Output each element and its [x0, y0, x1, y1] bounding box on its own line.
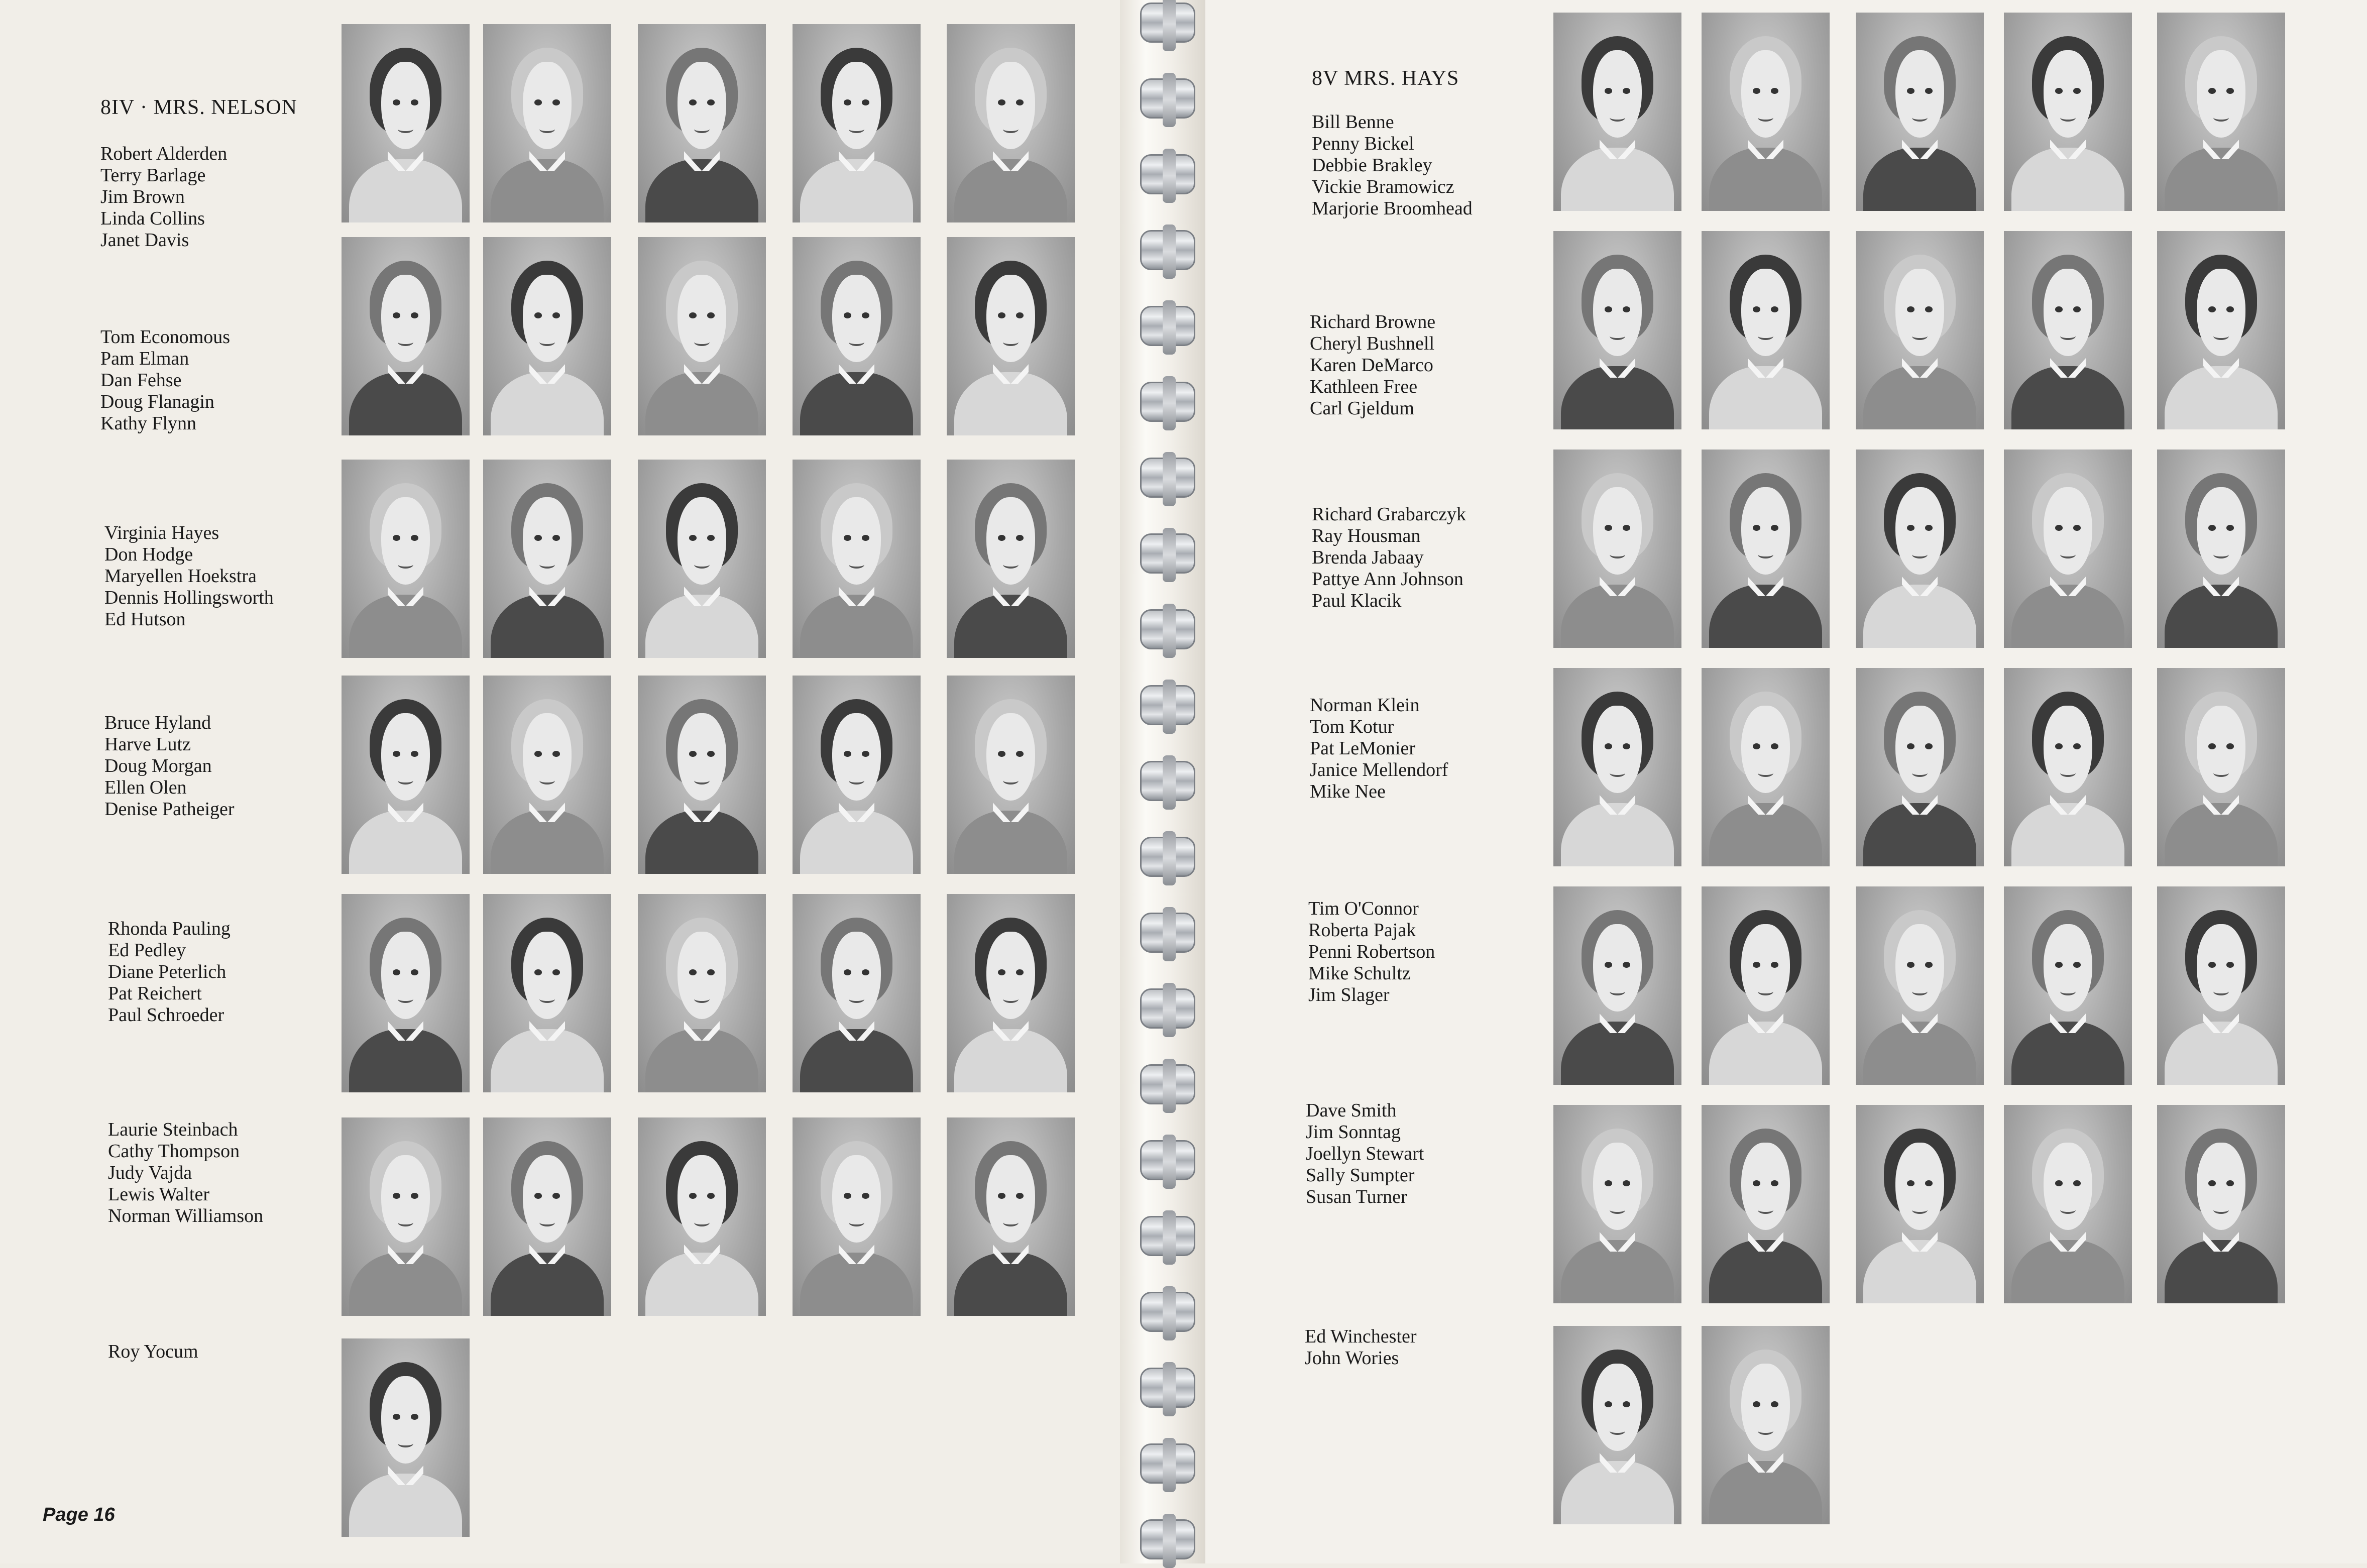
- student-name: Paul Klacik: [1312, 590, 1402, 611]
- class-title-left: 8IV · MRS. NELSON: [100, 96, 297, 119]
- student-photo: [483, 894, 611, 1092]
- student-name: Ray Housman: [1312, 525, 1421, 546]
- binding-ring: [1140, 533, 1195, 574]
- student-photo: [1553, 1326, 1681, 1524]
- student-photo: [2157, 886, 2285, 1085]
- student-photo: [483, 460, 611, 658]
- student-name: Dan Fehse: [100, 370, 182, 391]
- right-name-list-3: [1312, 504, 1466, 612]
- student-photo: [1553, 668, 1681, 866]
- binding-ring: [1140, 230, 1195, 270]
- student-name: Dave Smith: [1306, 1100, 1397, 1121]
- student-name: Doug Morgan: [104, 755, 212, 776]
- student-photo: [1856, 1105, 1984, 1303]
- student-name: Pat LeMonier: [1310, 738, 1416, 759]
- student-name: Denise Patheiger: [104, 799, 235, 820]
- student-name: Paul Schroeder: [108, 1004, 224, 1026]
- binding-ring: [1140, 458, 1195, 498]
- binding-ring: [1140, 988, 1195, 1029]
- student-name: Ed Pedley: [108, 940, 186, 961]
- student-name: Maryellen Hoekstra: [104, 566, 257, 587]
- student-photo: [947, 676, 1075, 874]
- student-photo: [1702, 1105, 1830, 1303]
- student-photo: [1856, 450, 1984, 648]
- student-photo: [342, 460, 470, 658]
- student-name: Brenda Jabaay: [1312, 547, 1424, 568]
- right-name-list-7: [1305, 1326, 1417, 1369]
- student-name: Marjorie Broomhead: [1312, 198, 1473, 219]
- student-name: Pattye Ann Johnson: [1312, 569, 1463, 590]
- student-name: Joellyn Stewart: [1306, 1143, 1424, 1164]
- student-name: Vickie Bramowicz: [1312, 176, 1454, 197]
- student-name: Lewis Walter: [108, 1184, 210, 1205]
- page-number: Page 16: [43, 1504, 115, 1525]
- left-name-list-2: [100, 326, 230, 434]
- student-photo: [793, 237, 921, 435]
- student-name: Susan Turner: [1306, 1186, 1407, 1207]
- student-photo: [638, 460, 766, 658]
- student-photo: [1856, 13, 1984, 211]
- binding-ring: [1140, 382, 1195, 422]
- student-photo: [1553, 1105, 1681, 1303]
- student-photo: [342, 894, 470, 1092]
- student-photo: [1702, 668, 1830, 866]
- student-name: Pat Reichert: [108, 983, 202, 1004]
- student-name: Cathy Thompson: [108, 1141, 240, 1162]
- student-name: Penny Bickel: [1312, 133, 1414, 154]
- student-photo: [2157, 231, 2285, 429]
- binding-ring: [1140, 913, 1195, 953]
- binding-ring: [1140, 837, 1195, 877]
- student-name: Tom Kotur: [1310, 716, 1394, 737]
- student-photo: [947, 24, 1075, 222]
- student-photo: [1702, 13, 1830, 211]
- student-photo: [483, 676, 611, 874]
- student-name: John Wories: [1305, 1348, 1399, 1369]
- student-photo: [342, 1338, 470, 1537]
- left-name-list-1: [100, 143, 227, 251]
- student-name: Tim O'Connor: [1308, 898, 1419, 919]
- student-name: Ed Hutson: [104, 609, 186, 630]
- student-photo: [483, 237, 611, 435]
- right-name-list-4: [1310, 695, 1448, 803]
- student-name: Cheryl Bushnell: [1310, 333, 1435, 354]
- student-photo: [1856, 886, 1984, 1085]
- student-photo: [2157, 1105, 2285, 1303]
- student-photo: [2004, 450, 2132, 648]
- binding-ring: [1140, 1443, 1195, 1484]
- student-name: Bill Benne: [1312, 111, 1394, 133]
- student-name: Robert Alderden: [100, 143, 228, 164]
- student-name: Laurie Steinbach: [108, 1119, 238, 1140]
- student-name: Karen DeMarco: [1310, 355, 1433, 376]
- binding-ring: [1140, 685, 1195, 725]
- student-name: Roberta Pajak: [1308, 920, 1416, 941]
- student-photo: [638, 676, 766, 874]
- student-photo: [342, 24, 470, 222]
- student-name: Doug Flanagin: [100, 391, 214, 412]
- student-name: Diane Peterlich: [108, 961, 227, 982]
- student-name: Kathleen Free: [1310, 376, 1418, 397]
- student-name: Jim Brown: [100, 186, 185, 207]
- student-name: Roy Yocum: [108, 1341, 198, 1362]
- student-name: Jim Sonntag: [1306, 1122, 1401, 1143]
- student-photo: [2004, 886, 2132, 1085]
- student-name: Ed Winchester: [1305, 1326, 1417, 1347]
- student-name: Norman Williamson: [108, 1205, 264, 1226]
- student-name: Sally Sumpter: [1306, 1165, 1415, 1186]
- student-name: Debbie Brakley: [1312, 155, 1432, 176]
- student-photo: [1856, 668, 1984, 866]
- binding-ring: [1140, 761, 1195, 801]
- student-photo: [1553, 231, 1681, 429]
- student-photo: [2157, 668, 2285, 866]
- left-name-list-7: [108, 1341, 198, 1363]
- student-photo: [1553, 450, 1681, 648]
- student-name: Don Hodge: [104, 544, 193, 565]
- student-name: Richard Browne: [1310, 311, 1436, 332]
- student-name: Pam Elman: [100, 348, 189, 369]
- student-name: Penni Robertson: [1308, 941, 1435, 962]
- student-name: Ellen Olen: [104, 777, 187, 798]
- binding-ring: [1140, 1368, 1195, 1408]
- student-photo: [638, 894, 766, 1092]
- left-name-list-5: [108, 918, 231, 1026]
- binding-ring: [1140, 306, 1195, 346]
- student-photo: [2157, 13, 2285, 211]
- student-photo: [1702, 886, 1830, 1085]
- student-name: Rhonda Pauling: [108, 918, 231, 939]
- binding-ring: [1140, 1064, 1195, 1104]
- student-photo: [483, 1117, 611, 1316]
- student-name: Tom Economous: [100, 326, 231, 348]
- student-photo: [1702, 1326, 1830, 1524]
- student-name: Harve Lutz: [104, 734, 191, 755]
- binding-ring: [1140, 3, 1195, 43]
- student-photo: [1702, 450, 1830, 648]
- student-name: Carl Gjeldum: [1310, 398, 1414, 419]
- right-name-list-6: [1306, 1100, 1424, 1208]
- student-photo: [2004, 668, 2132, 866]
- binding-ring: [1140, 154, 1195, 194]
- student-name: Jim Slager: [1308, 984, 1390, 1005]
- student-photo: [2004, 13, 2132, 211]
- student-name: Kathy Flynn: [100, 413, 197, 434]
- binding-ring: [1140, 1292, 1195, 1332]
- student-name: Judy Vajda: [108, 1162, 192, 1183]
- student-name: Janice Mellendorf: [1310, 759, 1448, 780]
- class-title-right: 8V MRS. HAYS: [1312, 67, 1459, 90]
- left-name-list-6: [108, 1119, 263, 1227]
- right-name-list-1: [1312, 111, 1473, 219]
- student-name: Dennis Hollingsworth: [104, 587, 274, 608]
- binding-ring: [1140, 78, 1195, 119]
- student-photo: [793, 460, 921, 658]
- student-photo: [1553, 886, 1681, 1085]
- student-photo: [483, 24, 611, 222]
- student-name: Richard Grabarczyk: [1312, 504, 1467, 525]
- student-photo: [342, 237, 470, 435]
- binding-ring: [1140, 1216, 1195, 1256]
- binding-ring: [1140, 1519, 1195, 1559]
- student-name: Mike Nee: [1310, 781, 1386, 802]
- student-name: Terry Barlage: [100, 165, 206, 186]
- student-photo: [1702, 231, 1830, 429]
- right-name-list-2: [1310, 311, 1435, 419]
- student-photo: [793, 676, 921, 874]
- student-photo: [1553, 13, 1681, 211]
- student-name: Bruce Hyland: [104, 712, 211, 733]
- student-photo: [793, 24, 921, 222]
- student-name: Linda Collins: [100, 208, 205, 229]
- student-name: Mike Schultz: [1308, 963, 1411, 984]
- student-photo: [2157, 450, 2285, 648]
- student-photo: [947, 460, 1075, 658]
- student-photo: [638, 24, 766, 222]
- student-name: Virginia Hayes: [104, 522, 219, 543]
- student-name: Janet Davis: [100, 230, 189, 251]
- student-photo: [2004, 1105, 2132, 1303]
- student-photo: [793, 1117, 921, 1316]
- student-photo: [638, 237, 766, 435]
- student-photo: [947, 237, 1075, 435]
- student-photo: [947, 1117, 1075, 1316]
- student-photo: [2004, 231, 2132, 429]
- student-photo: [638, 1117, 766, 1316]
- binding-ring: [1140, 609, 1195, 649]
- student-photo: [793, 894, 921, 1092]
- student-photo: [1856, 231, 1984, 429]
- student-name: Norman Klein: [1310, 695, 1420, 716]
- binding-ring: [1140, 1140, 1195, 1180]
- student-photo: [342, 1117, 470, 1316]
- left-name-list-3: [104, 522, 274, 630]
- student-photo: [947, 894, 1075, 1092]
- student-photo: [342, 676, 470, 874]
- right-name-list-5: [1308, 898, 1435, 1006]
- left-name-list-4: [104, 712, 235, 820]
